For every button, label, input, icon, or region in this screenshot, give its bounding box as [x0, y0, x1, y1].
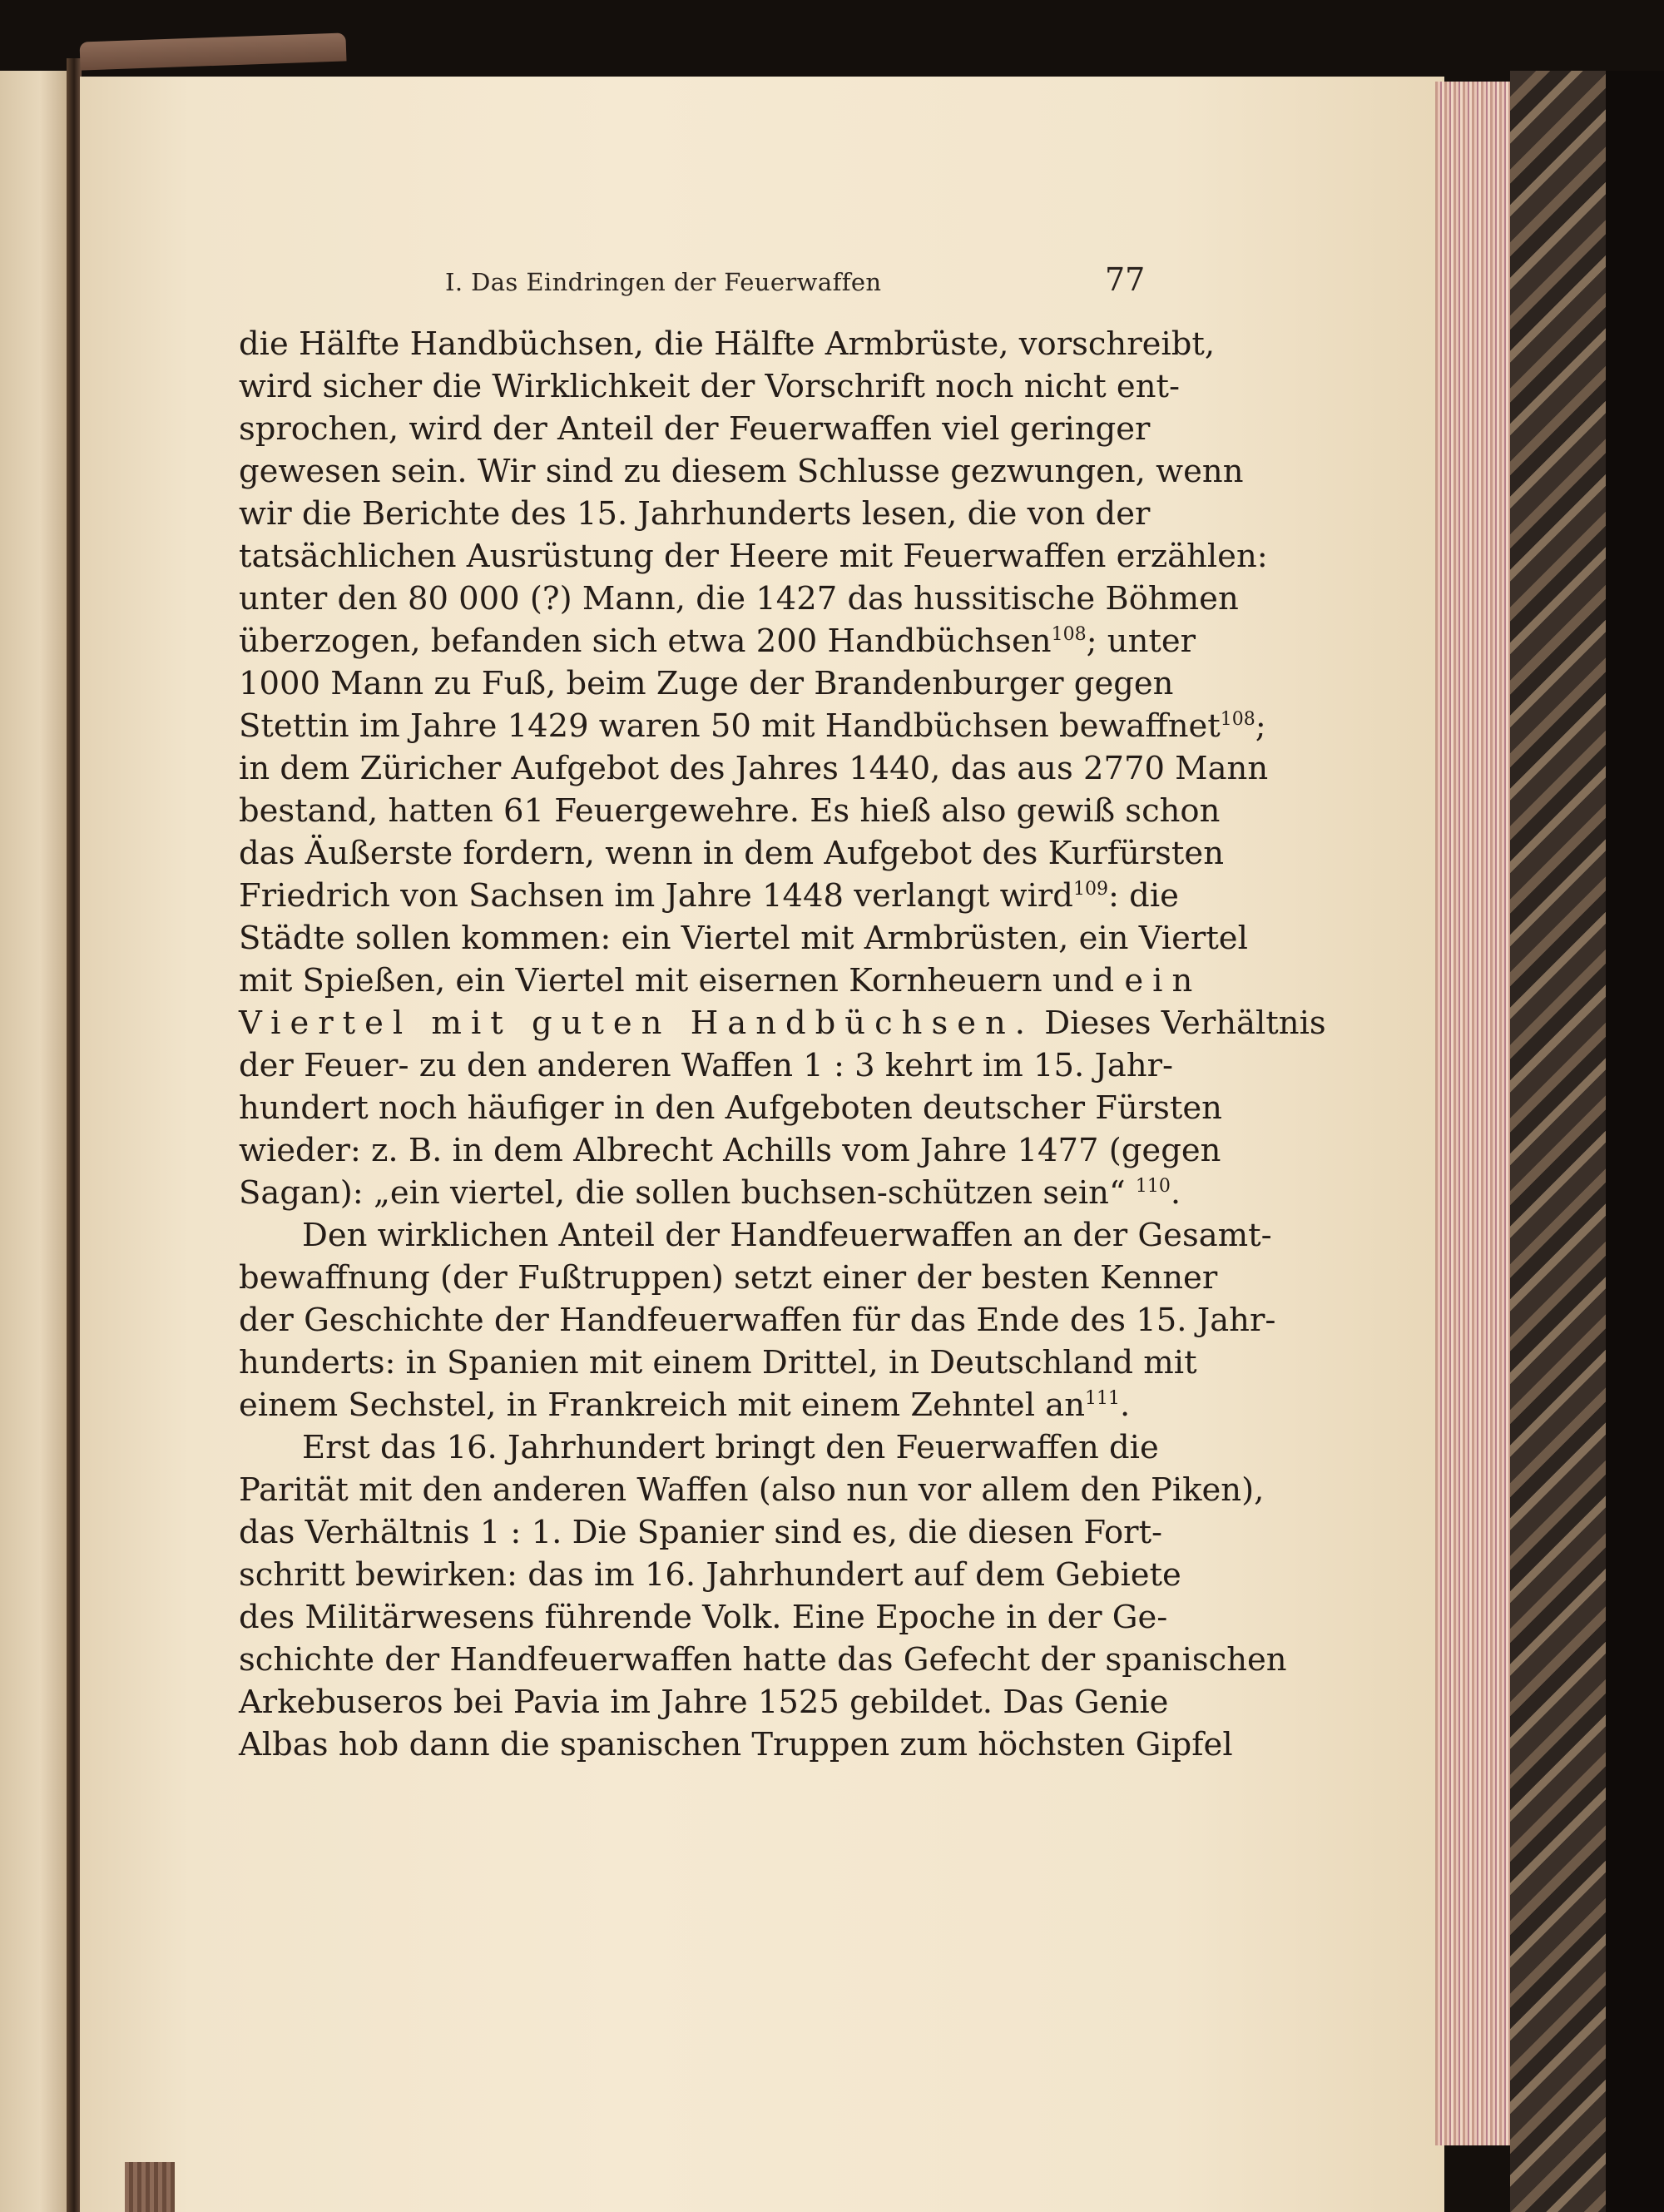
text-line: 1000 Mann zu Fuß, beim Zuge der Brandenburger gegen: [239, 665, 1174, 702]
text-line: [239, 875, 1179, 917]
text-line: [239, 960, 1202, 1002]
running-head: I. Das Eindringen der Feuerwaffen: [445, 268, 882, 296]
text-line: schichte der Handfeuerwaffen hatte das Gefecht der spanischen: [239, 1641, 1287, 1679]
text-line: Arkebuseros bei Pavia im Jahre 1525 gebildet. Das Genie: [239, 1684, 1169, 1721]
text-line: [239, 705, 1266, 747]
page-block-edges: [1435, 82, 1510, 2145]
text-line: [239, 1002, 1326, 1044]
scan-border: [1606, 71, 1664, 2212]
text-line: sprochen, wird der Anteil der Feuerwaffen viel geringer: [239, 410, 1151, 448]
page-number: 77: [1105, 261, 1146, 298]
text-line: schritt bewirken: das im 16. Jahrhundert auf dem Gebiete: [239, 1556, 1181, 1594]
text-line: gewesen sein. Wir sind zu diesem Schlusse gezwungen, wenn: [239, 453, 1244, 490]
text-line: [239, 1426, 1159, 1469]
text-segment: Friedrich von Sachsen im Jahre 1448 verlangt wird: [239, 877, 1073, 915]
text-line: bewaffnung (der Fußtruppen) setzt einer der besten Kenner: [239, 1259, 1218, 1297]
text-line: hunderts: in Spanien mit einem Drittel, in Deutschland mit: [239, 1344, 1197, 1381]
text-line: bestand, hatten 61 Feuergewehre. Es hieß also gewiß schon: [239, 792, 1221, 830]
text-line: wird sicher die Wirklichkeit der Vorschrift noch nicht ent-: [239, 368, 1180, 405]
text-line: des Militärwesens führende Volk. Eine Epoche in der Ge-: [239, 1599, 1168, 1636]
text-segment: Erst das 16. Jahrhundert bringt den Feuerwaffen die: [302, 1429, 1159, 1466]
text-line: [239, 1384, 1146, 1426]
text-line: Albas hob dann die spanischen Truppen zum höchsten Gipfel: [239, 1726, 1233, 1763]
text-segment: .: [1120, 1386, 1131, 1424]
text-line: [239, 1172, 1181, 1214]
text-line: das Verhältnis 1 : 1. Die Spanier sind es, die diesen Fort-: [239, 1514, 1163, 1551]
text-segment: Den wirklichen Anteil der Handfeuerwaffen an der Gesamt-: [302, 1217, 1272, 1254]
text-line: die Hälfte Handbüchsen, die Hälfte Armbrüste, vorschreibt,: [239, 325, 1216, 363]
text-line: [239, 1214, 1272, 1257]
text-line: das Äußerste fordern, wenn in dem Aufgebot des Kurfürsten: [239, 835, 1224, 872]
text-line: der Feuer- zu den anderen Waffen 1 : 3 kehrt im 15. Jahr-: [239, 1047, 1174, 1084]
footnote-marker: 111: [1085, 1388, 1121, 1409]
text-line: Parität mit den anderen Waffen (also nun vor allem den Piken),: [239, 1471, 1265, 1509]
body-text: [239, 323, 1326, 1766]
footnote-marker: 108: [1220, 709, 1255, 730]
text-segment: ;: [1255, 707, 1266, 745]
text-segment: überzogen, befanden sich etwa 200 Handbüchsen: [239, 622, 1052, 660]
text-segment: Stettin im Jahre 1429 waren 50 mit Handbüchsen bewaffnet: [239, 707, 1221, 745]
text-line: wieder: z. B. in dem Albrecht Achills vom Jahre 1477 (gegen: [239, 1132, 1221, 1169]
text-line: Städte sollen kommen: ein Viertel mit Armbrüsten, ein Viertel: [239, 920, 1248, 957]
text-line: der Geschichte der Handfeuerwaffen für das Ende des 15. Jahr-: [239, 1302, 1276, 1339]
text-segment: Sagan): „ein viertel, die sollen buchsen-schützen sein“: [239, 1174, 1136, 1212]
bookmark-ribbon-end: [125, 2162, 175, 2212]
text-line: tatsächlichen Ausrüstung der Heere mit Feuerwaffen erzählen:: [239, 538, 1268, 575]
text-segment: mit Spießen, ein Viertel mit eisernen Kornheuern und: [239, 962, 1125, 999]
text-line: unter den 80 000 (?) Mann, die 1427 das hussitische Böhmen: [239, 580, 1239, 617]
emphasized-text: ein: [1124, 962, 1202, 999]
text-segment: .: [1170, 1174, 1181, 1212]
facing-page-edge: [0, 71, 73, 2212]
text-line: hundert noch häufiger in den Aufgeboten deutscher Fürsten: [239, 1089, 1222, 1127]
footnote-marker: 110: [1135, 1176, 1171, 1197]
footnote-marker: 109: [1072, 879, 1108, 900]
book-cover-spine: [1510, 71, 1610, 2212]
footnote-marker: 108: [1051, 624, 1087, 645]
text-segment: einem Sechstel, in Frankreich mit einem Zehntel an: [239, 1386, 1086, 1424]
text-segment: Dieses Verhältnis: [1034, 1004, 1326, 1042]
emphasized-text: Viertel mit guten Handbüchsen.: [239, 1004, 1035, 1042]
text-segment: : die: [1107, 877, 1179, 915]
text-line: in dem Züricher Aufgebot des Jahres 1440, das aus 2770 Mann: [239, 750, 1269, 787]
text-line: [239, 620, 1196, 662]
text-line: wir die Berichte des 15. Jahrhunderts lesen, die von der: [239, 495, 1151, 533]
text-segment: ; unter: [1086, 622, 1196, 660]
